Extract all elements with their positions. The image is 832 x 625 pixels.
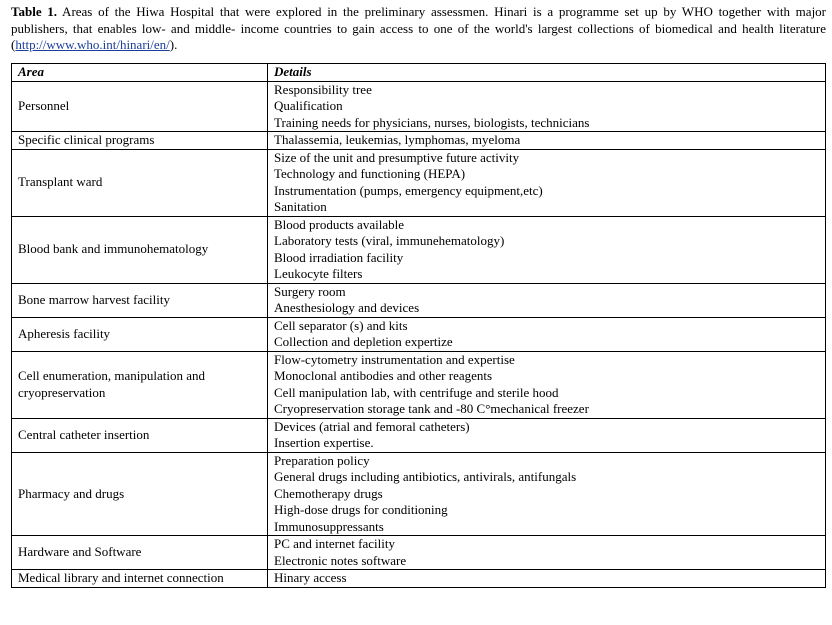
detail-item: Anesthesiology and devices [274,300,420,315]
detail-item: Cell separator (s) and kits [274,317,408,333]
area-cell: Medical library and internet connection [12,570,268,588]
details-cell [268,81,826,132]
table-row [12,536,826,570]
area-cell: Central catheter insertion [12,418,268,452]
table-body [12,81,826,587]
area-cell: Specific clinical programs [12,132,268,150]
area-cell: Blood bank and immunohematology [12,216,268,283]
areas-table [11,63,826,588]
detail-item: Leukocyte filters [274,266,363,281]
table-header-row [12,64,826,82]
detail-item: Thalassemia, leukemias, lymphomas, myeloma [274,132,521,147]
detail-item: Instrumentation (pumps, emergency equipment,etc) [274,182,543,198]
detail-item: Devices (atrial and femoral catheters) [274,418,470,434]
detail-item: Laboratory tests (viral, immunehematology) [274,233,505,248]
area-cell: Bone marrow harvest facility [12,283,268,317]
detail-item: Monoclonal antibodies and other reagents [274,368,493,383]
detail-item: Chemotherapy drugs [274,485,383,501]
details-cell [268,536,826,570]
detail-item: Technology and functioning (HEPA) [274,166,466,181]
hinari-link[interactable]: http://www.who.int/hinari/en/ [15,37,170,52]
detail-item: Blood irradiation facility [274,249,404,265]
detail-item: Preparation policy [274,452,370,468]
area-cell: Pharmacy and drugs [12,452,268,536]
detail-item: PC and internet facility [274,536,395,551]
table-row [12,132,826,150]
detail-item: Insertion expertise. [274,435,374,450]
details-cell [268,351,826,418]
area-cell: Hardware and Software [12,536,268,570]
details-cell [268,418,826,452]
area-cell: Cell enumeration, manipulation and cryopreservation [12,351,268,418]
table-row [12,570,826,588]
detail-item: Hinary access [274,570,347,585]
table-row [12,216,826,283]
detail-item: Sanitation [274,199,327,214]
caption-tail: ). [169,37,178,52]
area-cell: Transplant ward [12,149,268,216]
detail-item: Flow-cytometry instrumentation and expertise [274,351,515,367]
detail-item: Immunosuppressants [274,518,384,534]
detail-item: Cell manipulation lab, with centrifuge and sterile hood [274,384,559,400]
detail-item: General drugs including antibiotics, antivirals, antifungals [274,469,577,484]
detail-item: Electronic notes software [274,552,407,568]
detail-item: Size of the unit and presumptive future activity [274,149,520,165]
detail-item: High-dose drugs for conditioning [274,502,448,517]
details-cell [268,452,826,536]
details-cell [268,317,826,351]
detail-item: Blood products available [274,216,404,232]
area-cell: Personnel [12,81,268,132]
details-cell [268,570,826,588]
table-row [12,149,826,216]
details-cell [268,149,826,216]
detail-item: Qualification [274,98,343,113]
table-row [12,81,826,132]
table-row [12,351,826,418]
header-details: Details [268,64,826,82]
detail-item: Cryopreservation storage tank and -80 C°mechanical freezer [274,401,589,416]
detail-item: Collection and depletion expertize [274,334,453,349]
caption-text: Areas of the Hiwa Hospital that were explored in the preliminary assessmen. Hinari is a programme set up by WHO together with major publishers, that enables low- and middle- income countries to gain access to one of the world's largest collections of biomedical and health literature ( [11,4,827,52]
table-row [12,317,826,351]
table-caption [11,4,826,54]
detail-item: Training needs for physicians, nurses, biologists, technicians [274,114,590,130]
detail-item: Surgery room [274,283,346,299]
details-cell [268,283,826,317]
details-cell [268,132,826,150]
details-cell [268,216,826,283]
table-row [12,452,826,536]
table-row [12,418,826,452]
detail-item: Responsibility tree [274,81,372,97]
table-row [12,283,826,317]
header-area: Area [12,64,268,82]
caption-label: Table 1. [11,4,58,19]
area-cell: Apheresis facility [12,317,268,351]
